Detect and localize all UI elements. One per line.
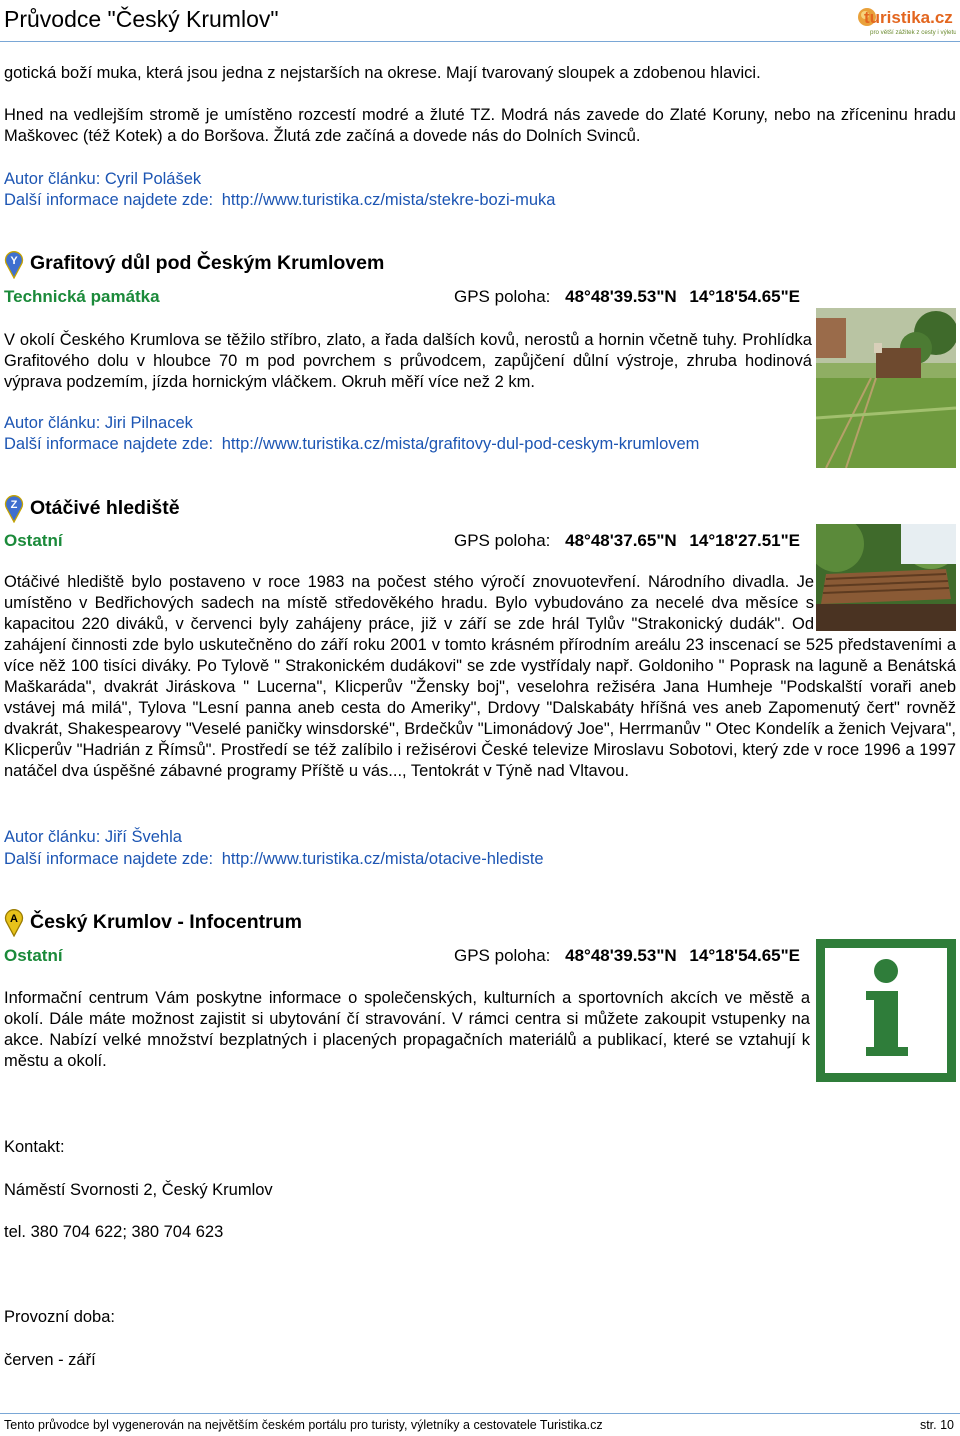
section-category: Technická památka — [4, 287, 160, 306]
mine-photo — [816, 308, 956, 468]
section-title: Český Krumlov - Infocentrum — [30, 911, 302, 933]
gps-location — [454, 287, 816, 307]
map-pin-icon — [4, 249, 24, 279]
section-category: Ostatní — [4, 946, 63, 965]
section-text — [4, 572, 956, 782]
more-info-label: Další informace najdete zde: — [4, 191, 214, 209]
info-sign-icon — [816, 939, 956, 1082]
page-title: Průvodce "Český Krumlov" — [4, 6, 279, 32]
section-title: Grafitový důl pod Českým Krumlovem — [30, 252, 385, 274]
section-text-body: Otáčivé hlediště bylo postaveno v roce 1983 na počest stého výročí znovuotevření. Národního divadla. Je umístěno v Bedřichových sadech na místě středověkého hradu. Bylo vybudováno za necelé dva měsíce s kapacitou 220 diváků, v červenci byly zahájeny práce, již v září se zde hrál Tylův "Strakonický dudák". Od zahájení činnosti zde bylo uskutečněno do září roku 2001 v tomto krásném přírodním areálu 23 inscenací se 525 představeními a více něž 100 tisíci diváky. Po Tylově " Strakonickém dudákovi" se zde vystřídaly např. Goldoniho " Poprask na laguně a Benátská Maškaráda", dvakrát Jiráskova " Lucerna", Klicperův "Žensky boj", veselohra režiséra Jana Humheje "Podskalští voraři aneb vstávej má milá", Tylova "Lesní panna aneb cesta do Ameriky", Drdovy "Dalskabáty hříšná ves aneb Zapomenutý čert" rovněž dvakrát, Shakespearovy "Veselé paničky winsdorské", Brdečkův "Limonádový Joe", Herrmanův " Otec Kondelík a ženich Vejvara", Klicperův "Hadrián z Římsů". Prostředí se též zalíbilo i režisérovi České televize Miroslavu Sobotovi, který zde v roce 1996 a 1997 natáčel dva úspěšné zábavné programy Příště u vás..., Tentokrát v Týně nad Vltavou. — [4, 573, 956, 780]
gps-longitude: 14°18'54.65"E — [689, 287, 801, 306]
opening-hours-label: Provozní doba: — [4, 1308, 115, 1326]
gps-longitude: 14°18'27.51"E — [689, 531, 801, 550]
gps-label: GPS poloha: — [454, 287, 551, 306]
section-category: Ostatní — [4, 531, 63, 550]
footer-text: Tento průvodce byl vygenerován na největším českém portálu pro turisty, výletníky a cestovatele Turistika.cz — [4, 1418, 603, 1432]
opening-hours: červen - září — [4, 1351, 96, 1369]
svg-text:A: A — [10, 913, 18, 925]
more-info-label: Další informace najdete zde: — [4, 435, 214, 453]
svg-text:Z: Z — [10, 499, 18, 511]
more-info-link[interactable]: http://www.turistika.cz/mista/otacive-hlediste — [221, 850, 544, 868]
more-info-label: Další informace najdete zde: — [4, 850, 214, 868]
intro-line: gotická boží muka, která jsou jedna z nejstarších na okrese. Mají tvarovaný sloupek a zdobenou hlavici. — [4, 64, 761, 82]
footer-divider — [0, 1413, 960, 1414]
gps-label: GPS poloha: — [454, 946, 551, 965]
gps-latitude: 48°48'37.65"N — [565, 531, 677, 550]
contact-label: Kontakt: — [4, 1138, 65, 1156]
map-pin-icon — [4, 493, 24, 523]
section-text: Informační centrum Vám poskytne informace o společenských, kulturních a sportovních akcích ve městě a okolí. Dále máte možnost zajistit si ubytování čí stravování. V rámci centra si můžete zakoupit vstupenky na akce. Nabízí velké množství bezplatných i placených propagačních materiálů a publikací, které se vztahují k městu a okolí. — [4, 989, 810, 1070]
gps-label: GPS poloha: — [454, 531, 551, 550]
section-author: Autor článku: Jiří Švehla — [4, 828, 182, 846]
gps-latitude: 48°48'39.53"N — [565, 946, 677, 965]
more-info-link[interactable]: http://www.turistika.cz/mista/stekre-bozi-muka — [221, 191, 556, 209]
intro-author: Autor článku: Cyril Polášek — [4, 170, 202, 188]
gps-location — [454, 531, 816, 551]
section-title: Otáčivé hlediště — [30, 497, 180, 519]
svg-text:Y: Y — [10, 255, 18, 267]
contact-address: Náměstí Svornosti 2, Český Krumlov — [4, 1181, 273, 1199]
gps-longitude: 14°18'54.65"E — [689, 946, 801, 965]
section-more-info — [4, 850, 544, 869]
logo-tagline: pro větší zážitek z cesty i výletu — [870, 29, 956, 36]
header-divider — [0, 41, 960, 42]
section-more-info — [4, 435, 699, 454]
turistika-logo[interactable] — [856, 3, 956, 39]
more-info-link[interactable]: http://www.turistika.cz/mista/grafitovy-dul-pod-ceskym-krumlovem — [221, 435, 700, 453]
intro-paragraph: Hned na vedlejším stromě je umístěno rozcestí modré a žluté TZ. Modrá nás zavede do Zlaté Koruny, nebo na zříceninu hradu Maškovec (též Kotek) a do Boršova. Žlutá zde začíná a dovede nás do Dolních Svinců. — [4, 106, 956, 145]
gps-location — [454, 946, 816, 966]
gps-latitude: 48°48'39.53"N — [565, 287, 677, 306]
logo-text: turistika.cz — [864, 8, 953, 27]
contact-phone: tel. 380 704 622; 380 704 623 — [4, 1223, 224, 1241]
intro-more-info — [4, 191, 555, 210]
section-text: V okolí Českého Krumlova se těžilo stříbro, zlato, a řada dalších kovů, nerostů a hornin včetně tuhy. Prohlídka Grafitového dolu v hloubce 70 m pod povrchem s průvodcem, zapůjčení důlní výstroje, zhruba hodinová výprava podzemím, jízda hornickým vláčkem. Okruh měří více než 2 km. — [4, 331, 812, 391]
section-author: Autor článku: Jiri Pilnacek — [4, 414, 193, 432]
page-number: str. 10 — [919, 1418, 954, 1432]
map-pin-icon — [4, 907, 24, 937]
